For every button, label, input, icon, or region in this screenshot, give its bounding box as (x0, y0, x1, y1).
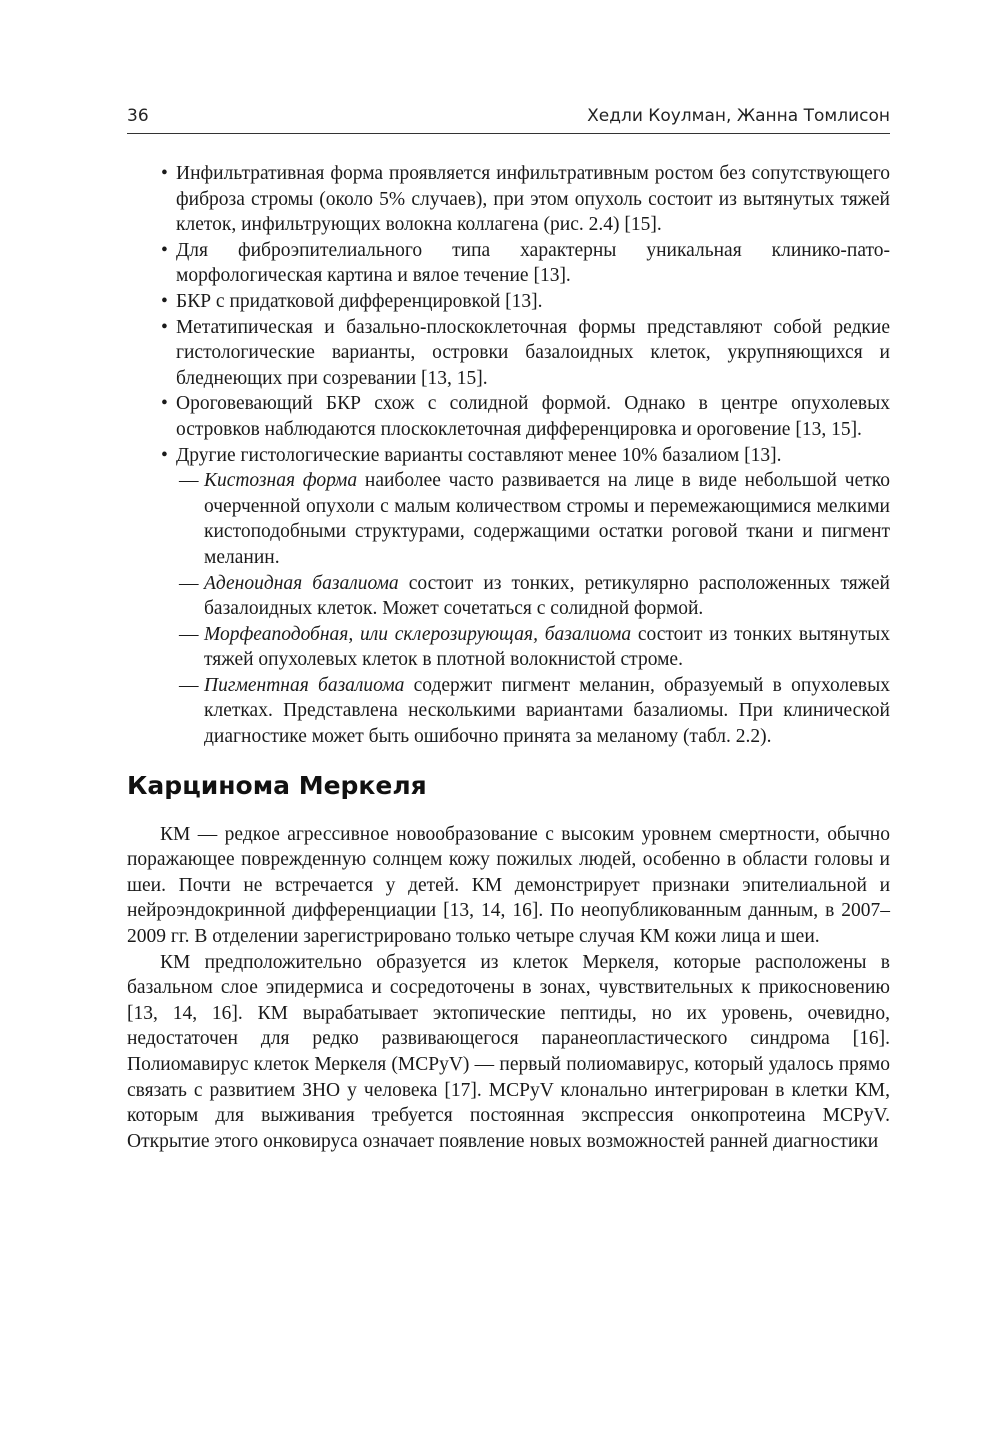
variant-description: содержит пигмент меланин, образуемый в опухолевых клетках. Представлена несколькими вариантами базалиомы. При клинической диагностике может быть ошибочно принята за меланому (табл. 2.2). (204, 674, 890, 748)
list-item-text: Метатипическая и базально-плоскоклеточная формы представляют собой редкие гистологические варианты, островки базалоидных клеток, укрупняющихся и бледнеющих при созревании [13, 15]. (176, 316, 890, 389)
list-item (127, 315, 890, 392)
variant-term: Аденоидная базалиома (204, 572, 399, 594)
variant-description: наиболее часто развивается на лице в виде небольшой четко очерченной опухоли с малым количеством стромы и перемежающимися мелкими кистоподобными структурами, содержащими остатки роговой ткани и пигмент меланин. (204, 470, 890, 568)
list-item-text: Ороговевающий БКР схож с солидной формой. Однако в центре опухолевых островков наблюдаются плоскоклеточная дифференцировка и ороговение [13, 15]. (176, 393, 890, 440)
variant-sublist (127, 468, 890, 750)
section-heading: Карцинома Меркеля (127, 770, 427, 800)
variant-term: Морфеаподобная, или склерозирующая, базалиома (204, 623, 632, 645)
sublist-item (127, 622, 890, 673)
dash-marker: — (179, 623, 199, 645)
list-item (127, 238, 890, 289)
dash-marker: — (179, 470, 199, 492)
list-item (127, 391, 890, 442)
bullet-marker: • (161, 290, 168, 312)
variant-term: Пигментная базалиома (204, 674, 405, 696)
dash-marker: — (179, 572, 199, 594)
list-item-text: Другие гистологические варианты составляют менее 10% базалиом [13]. (176, 444, 782, 466)
variant-description: состоит из тонких вытянутых тяжей опухолевых клеток в плотной волокнистой строме. (204, 623, 890, 671)
running-title: Хедли Коулман, Жанна Томлисон (587, 106, 890, 126)
bullet-marker: • (161, 316, 168, 338)
dash-marker: — (179, 674, 199, 696)
bullet-marker: • (161, 163, 168, 184)
bullet-marker: • (161, 239, 168, 261)
variant-term: Кистозная форма (204, 470, 358, 492)
list-item (127, 289, 890, 315)
sublist-item (127, 673, 890, 750)
bullet-marker: • (161, 393, 168, 415)
page-number: 36 (127, 106, 149, 126)
sublist-item (127, 571, 890, 622)
body-paragraph: КМ — редкое агрессивное новообразование с высоким уровнем смертности, обычно поражающее поврежденную солнцем кожу пожилых людей, особенно в области головы и шеи. Почти не встречается у детей. КМ демонстрирует признаки эпителиальной и нейроэндокринной дифференциации [13, 14, 16]. По неопубликованным данным, в 2007–2009 гг. В отделении зарегистрировано только четыре случая КМ кожи лица и шеи. (127, 823, 890, 948)
list-item-text: БКР с придатковой дифференцировкой [13]. (176, 290, 543, 312)
page-body (127, 161, 890, 1154)
running-header (127, 104, 890, 128)
body-paragraph: КМ предположительно образуется из клеток Меркеля, которые расположены в базальном слое эпидермиса и сосредоточены в зонах, чувствительных к прикосновению [13, 14, 16]. КМ вырабатывает эктопические пептиды, но их уровень, очевидно, недостаточен для редко развивающегося паранеопластического синдрома [16]. Полиомавирус клеток Меркеля (MCPyV) — первый полиомавирус, который удалось прямо связать с развитием ЗНО у человека [17]. MCPyV клонально интегрирован в клетки КМ, которым для выживания требуется постоянная экспрессия онкопротеина MCPyV. Открытие этого онковируса означает появление новых возможностей ранней диагностики (127, 951, 890, 1152)
bullet-list (127, 161, 890, 468)
list-item-text: Инфильтративная форма проявляется инфильтративным ростом без сопутствующего фиброза стромы (около 5% случаев), при этом опухоль состоит из вытянутых тяжей клеток, инфильтрующих волокна коллагена (рис. 2.4) [15]. (176, 163, 890, 236)
variant-description: состоит из тонких, ретикулярно расположенных тяжей базалоидных клеток. Может сочетаться с солидной формой. (204, 572, 890, 620)
bullet-marker: • (161, 444, 168, 466)
list-item-text: Для фиброэпителиального типа характерны уникальная клинико-патоморфологическая картина и вялое течение [13]. (176, 239, 890, 287)
header-rule (127, 133, 890, 134)
sublist-item (127, 468, 890, 570)
list-item (127, 443, 890, 469)
list-item (127, 161, 890, 238)
